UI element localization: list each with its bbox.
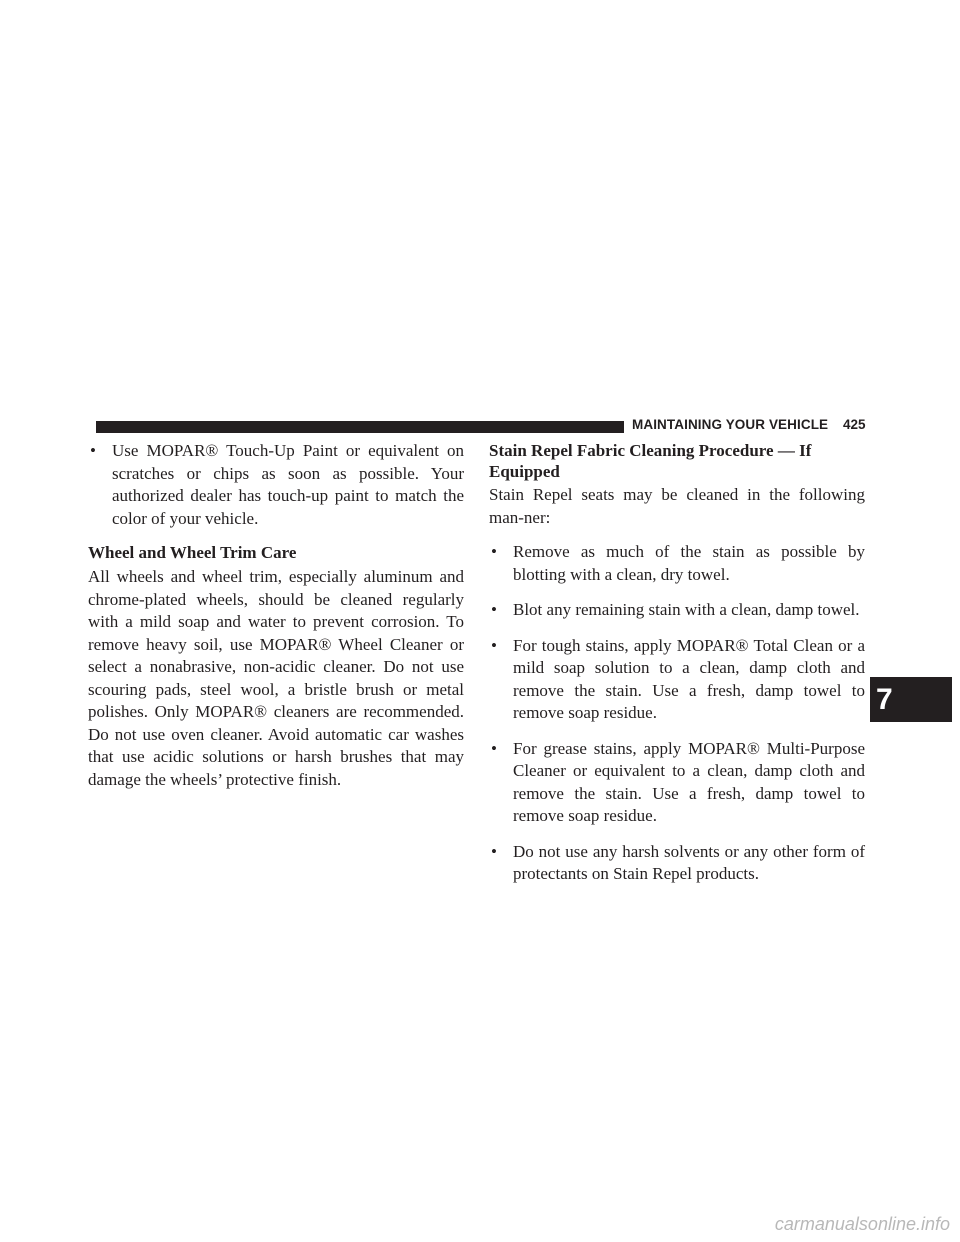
bullet-text: For tough stains, apply MOPAR® Total Clean or a mild soap solution to a clean, damp cloth and remove the stain. Use a fresh, damp towel to remove soap residue. — [513, 635, 865, 722]
bullet-text: Remove as much of the stain as possible by blotting with a clean, dry towel. — [513, 542, 865, 584]
bullet-text: Blot any remaining stain with a clean, damp towel. — [513, 600, 860, 619]
running-header-title: MAINTAINING YOUR VEHICLE — [632, 417, 829, 432]
bullet-icon: • — [491, 635, 497, 655]
bullet-item — [489, 738, 865, 828]
bullet-item — [489, 841, 865, 886]
wheel-care-paragraph: All wheels and wheel trim, especially aluminum and chrome-plated wheels, should be cleaned regularly with a mild soap and water to prevent corrosion. To remove heavy soil, use MOPAR® Wheel Cleaner or select a nonabrasive, non-acidic cleaner. Do not use scouring pads, steel wool, a bristle brush or metal polishes. Only MOPAR® cleaners are recommended. Do not use oven cleaner. Avoid automatic car washes that use acidic solutions or harsh brushes that may damage the wheels’ protective finish. — [88, 567, 464, 789]
bullet-icon: • — [491, 738, 497, 758]
bullet-text: For grease stains, apply MOPAR® Multi-Purpose Cleaner or equivalent to a clean, damp cloth and remove the stain. Use a fresh, damp towel to remove soap residue. — [513, 738, 865, 825]
bullet-text: Use MOPAR® Touch-Up Paint or equivalent on scratches or chips as soon as possible. Your authorized dealer has touch-up paint to match the color of your vehicle. — [112, 441, 464, 528]
bullet-item — [489, 599, 865, 622]
page-number: 425 — [843, 417, 866, 432]
bullet-item — [489, 541, 865, 586]
section-heading-wheel-care: Wheel and Wheel Trim Care — [88, 543, 297, 562]
bullet-item — [88, 440, 464, 530]
bullet-icon: • — [491, 841, 497, 861]
header-rule — [96, 421, 624, 433]
bullet-icon: • — [491, 600, 497, 619]
bullet-item — [489, 635, 865, 725]
bullet-icon: • — [491, 542, 497, 561]
watermark: carmanualsonline.info — [774, 1214, 950, 1234]
right-column — [489, 440, 865, 899]
bullet-icon: • — [90, 441, 96, 460]
section-heading-stain-repel: Stain Repel Fabric Cleaning Procedure — If Equipped — [489, 441, 812, 481]
footer — [0, 1204, 960, 1242]
left-column — [88, 440, 464, 791]
stain-repel-intro: Stain Repel seats may be cleaned in the following man-ner: — [489, 485, 865, 527]
chapter-tab: 7 — [870, 677, 952, 722]
bullet-text: Do not use any harsh solvents or any other form of protectants on Stain Repel products. — [513, 841, 865, 883]
